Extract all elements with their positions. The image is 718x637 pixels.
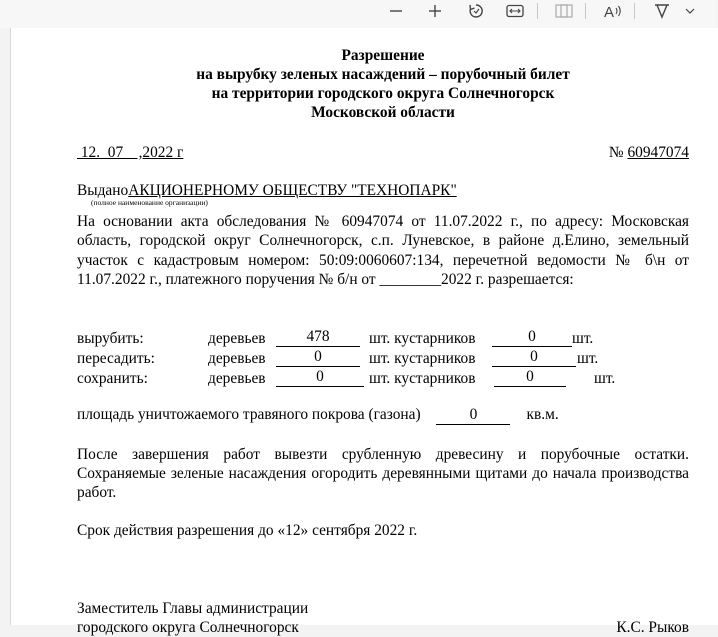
- date-number-line: [77, 143, 689, 163]
- issued-label: Выдано: [77, 182, 129, 199]
- number-prefix: №: [608, 144, 628, 161]
- row-shrubs-value: 0: [492, 329, 572, 347]
- lawn-area-line: [77, 405, 559, 425]
- signatory-line2: [77, 618, 689, 637]
- draw-icon[interactable]: [649, 0, 675, 22]
- title-line-1: Разрешение: [341, 47, 425, 64]
- number-value: 60947074: [627, 144, 689, 161]
- row-trees-value: 0: [276, 369, 364, 387]
- area-label: площадь уничтожаемого травяного покрова (газона): [77, 406, 421, 423]
- row-unit1: шт. кустарников: [369, 330, 476, 347]
- row-unit2: шт.: [572, 330, 594, 347]
- row-shrubs-value: 0: [494, 369, 566, 387]
- minus-icon[interactable]: [383, 0, 409, 22]
- issued-to: АКЦИОНЕРНОМУ ОБЩЕСТВУ "ТЕХНОПАРК": [128, 182, 457, 199]
- document-number: [609, 143, 689, 162]
- issued-note: (полное наименование организации): [91, 198, 208, 207]
- fit-page-icon[interactable]: [502, 0, 528, 22]
- svg-text:A: A: [604, 4, 615, 21]
- document-title: [77, 46, 689, 122]
- title-line-3: на территории городского округа Солнечногорск: [211, 85, 555, 102]
- row-trees-label: деревьев: [208, 330, 266, 347]
- row-unit2: шт.: [594, 370, 616, 387]
- title-line-2: на вырубку зеленых насаждений – порубочный билет: [196, 66, 570, 83]
- toolbar-divider: [585, 3, 586, 19]
- page-view-icon[interactable]: [551, 0, 577, 22]
- validity-term: Срок действия разрешения до «12» сентября 2022 г.: [77, 522, 418, 539]
- row-transplant: [77, 349, 689, 369]
- row-unit1: шт. кустарников: [369, 370, 476, 387]
- document-date: 12. 07 ,2022 г: [77, 144, 184, 161]
- signatory-title-line2: городского округа Солнечногорск: [77, 619, 299, 636]
- row-action: вырубить:: [77, 330, 144, 347]
- chevron-down-icon[interactable]: [683, 0, 697, 22]
- row-action: сохранить:: [77, 370, 148, 387]
- pdf-toolbar: [0, 0, 717, 28]
- signatory-name: К.С. Рыков: [616, 619, 689, 636]
- row-trees-value: 0: [276, 349, 360, 367]
- read-aloud-icon[interactable]: [600, 0, 626, 22]
- row-trees-label: деревьев: [208, 350, 266, 367]
- row-cut: [77, 329, 689, 349]
- basis-paragraph: На основании акта обследования № 60947074 от 11.07.2022 г., по адресу: Московская область, городской округ Солнечногорск, с.п. Луневское, в районе д.Елино, земельный участок с кадастровым номером: 50:09:0060607:134, перечетной ведомости № б\н от 11.07.2022 г., платежного поручения № б/н от ________2022 г. разрешается:: [77, 213, 689, 288]
- row-action: пересадить:: [77, 350, 155, 367]
- plus-icon[interactable]: [422, 0, 448, 22]
- toolbar-divider: [537, 3, 538, 19]
- row-trees-label: деревьев: [208, 370, 266, 387]
- area-unit: кв.м.: [526, 406, 559, 423]
- toolbar-divider: [634, 3, 635, 19]
- row-keep: [77, 369, 689, 389]
- signatory-title-line1: Заместитель Главы администрации: [77, 600, 309, 617]
- row-trees-value: 478: [276, 329, 360, 347]
- after-works-paragraph: После завершения работ вывезти срубленную древесину и порубочные остатки. Сохраняемые зеленые насаждения огородить деревянными щитами до начала производства работ.: [77, 446, 689, 501]
- title-line-4: Московской области: [311, 104, 455, 121]
- row-unit2: шт.: [577, 350, 599, 367]
- row-shrubs-value: 0: [492, 349, 576, 367]
- rotate-icon[interactable]: [463, 0, 489, 22]
- area-value: 0: [436, 407, 510, 425]
- permit-rows: [77, 329, 689, 389]
- row-unit1: шт. кустарников: [369, 350, 476, 367]
- document-page: [10, 28, 718, 636]
